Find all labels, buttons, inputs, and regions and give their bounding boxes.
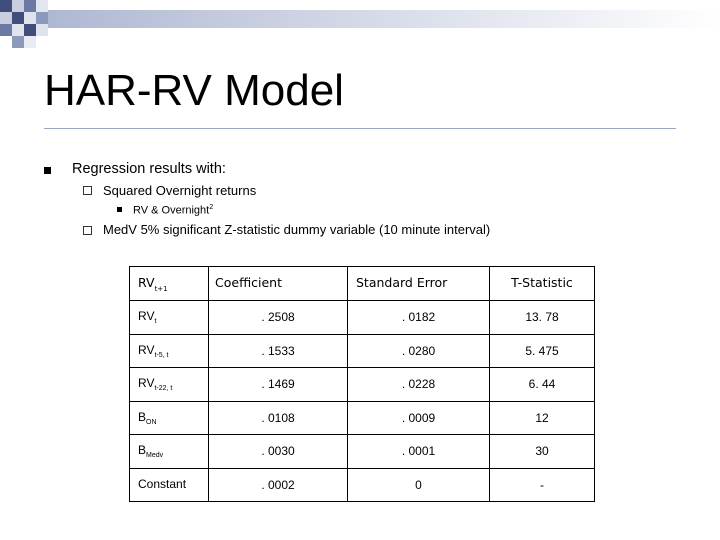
coefficient-cell: . 1533: [209, 334, 348, 368]
table-row: [130, 368, 595, 402]
coefficient-cell: . 0108: [209, 401, 348, 435]
bullet-level2-text-2: MedV 5% significant Z-statistic dummy variable (10 minute interval): [103, 222, 491, 237]
title-divider: [44, 128, 676, 129]
row-label: $B_{Medv}$: [130, 435, 209, 469]
row-label: $RV_t$: [130, 301, 209, 335]
t-statistic-cell: 13. 78: [490, 301, 595, 335]
bullet-open-square-icon: [83, 186, 92, 195]
bullet-level1-text: Regression results with:: [72, 161, 226, 177]
slide-title: HAR-RV Model: [44, 66, 344, 115]
coefficient-cell: . 1469: [209, 368, 348, 402]
coefficient-cell: . 2508: [209, 301, 348, 335]
t-statistic-cell: 30: [490, 435, 595, 469]
table-row: [130, 435, 595, 469]
bullet-level2-text-1: Squared Overnight returns: [103, 183, 257, 198]
decorative-checker-header: [0, 0, 720, 50]
row-label: $RV_{t-22, t}$: [130, 368, 209, 402]
standard-error-cell: 0: [348, 468, 490, 502]
t-statistic-cell: 12: [490, 401, 595, 435]
bullet-square-icon: [44, 167, 51, 174]
header-dependent-variable: $RV_{t+1}$: [130, 267, 209, 301]
t-statistic-cell: 6. 44: [490, 368, 595, 402]
table-row: [130, 334, 595, 368]
table-row: [130, 468, 595, 502]
standard-error-cell: . 0001: [348, 435, 490, 469]
row-label: $B_{ON}$: [130, 401, 209, 435]
standard-error-cell: . 0182: [348, 301, 490, 335]
bullet-level3-text: RV & Overnight$^2$: [133, 203, 214, 217]
table-header-row: [130, 267, 595, 301]
t-statistic-cell: 5. 475: [490, 334, 595, 368]
header-coefficient: Coefficient: [209, 267, 348, 301]
bullet-small-square-icon: [117, 207, 122, 212]
table-row: [130, 401, 595, 435]
t-statistic-cell: -: [490, 468, 595, 502]
regression-results-table: [129, 266, 595, 502]
bullet-open-square-icon: [83, 226, 92, 235]
coefficient-cell: . 0030: [209, 435, 348, 469]
standard-error-cell: . 0009: [348, 401, 490, 435]
header-standard-error: Standard Error: [348, 267, 490, 301]
row-label: Constant: [130, 468, 209, 502]
header-t-statistic: T-Statistic: [490, 267, 595, 301]
coefficient-cell: . 0002: [209, 468, 348, 502]
row-label: $RV_{t-5, t}$: [130, 334, 209, 368]
standard-error-cell: . 0228: [348, 368, 490, 402]
table-row: [130, 301, 595, 335]
standard-error-cell: . 0280: [348, 334, 490, 368]
